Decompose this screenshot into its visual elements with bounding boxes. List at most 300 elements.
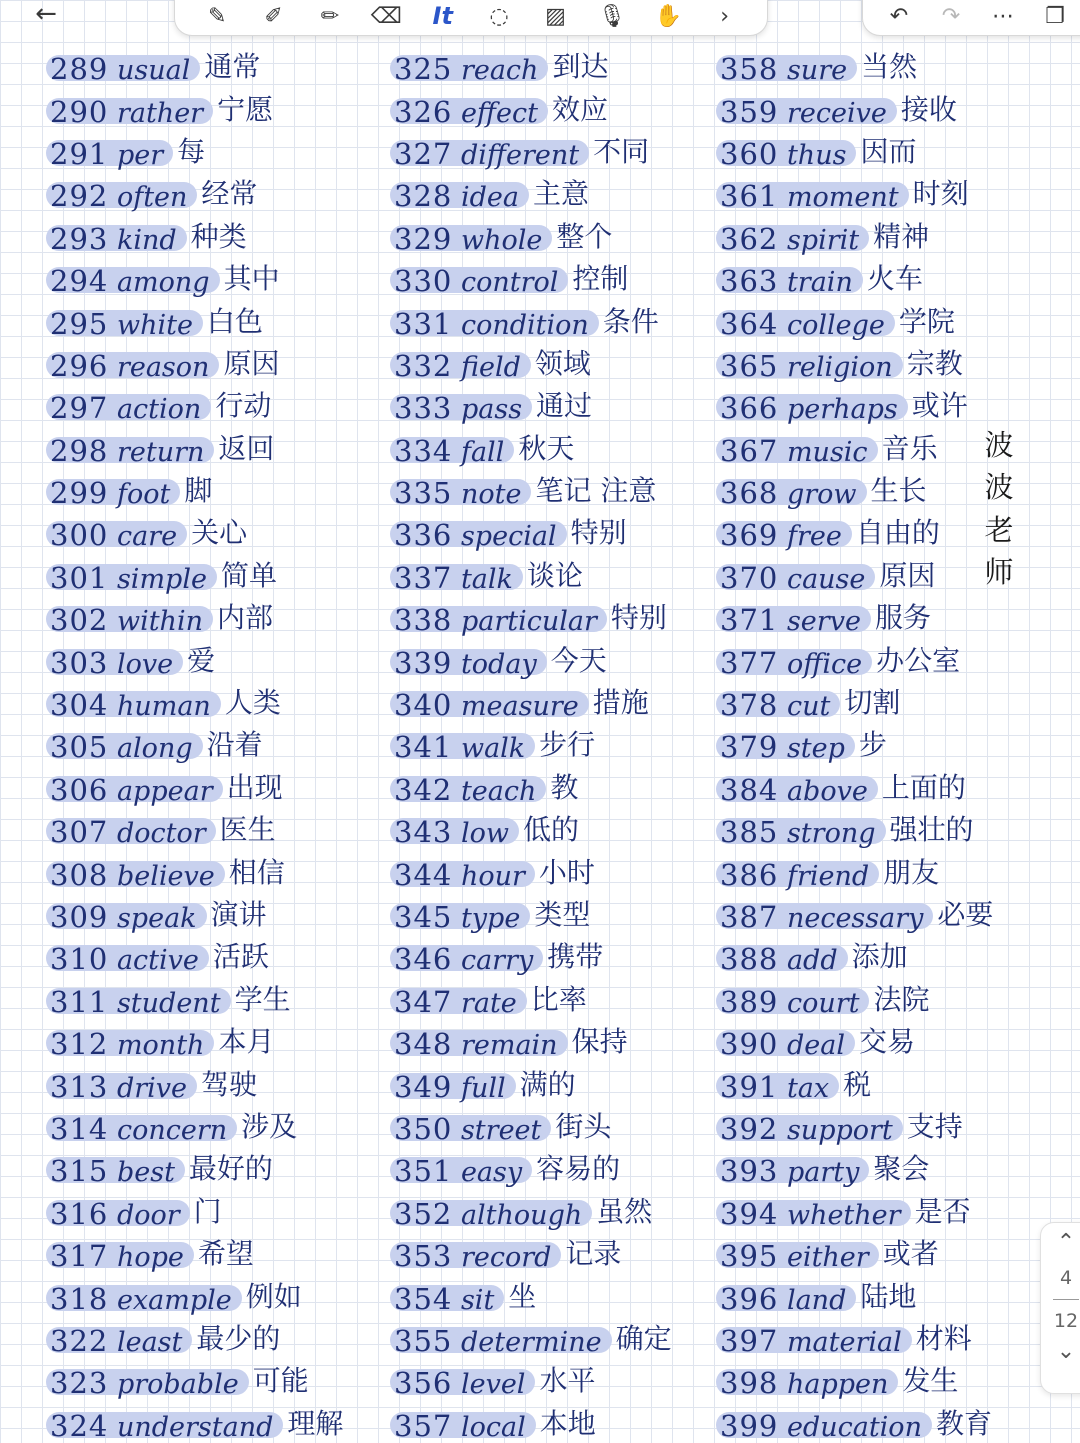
entry-number: 390 [720, 1027, 779, 1062]
highlighted-word [390, 264, 568, 299]
top-toolbar [0, 0, 1080, 40]
highlighted-word [390, 94, 548, 129]
highlighted-word [716, 815, 886, 850]
highlighted-word [716, 1196, 911, 1231]
english-word: court [786, 987, 860, 1019]
vocab-entry [716, 383, 993, 425]
entry-number: 394 [720, 1196, 779, 1231]
highlighted-word [390, 52, 548, 87]
microphone-tool-icon[interactable]: 🎙 [597, 3, 626, 29]
highlighted-word [716, 942, 848, 977]
vocab-entry [716, 44, 993, 86]
highlighted-word [716, 52, 857, 87]
vocab-column-2 [390, 44, 672, 1443]
entry-number: 364 [720, 306, 779, 341]
entry-number: 336 [394, 518, 453, 553]
highlighted-word [46, 1408, 283, 1443]
entry-number: 307 [50, 815, 109, 850]
entry-number: 368 [720, 476, 779, 511]
entry-number: 308 [50, 857, 109, 892]
english-word: rate [460, 987, 517, 1019]
vocab-entry [390, 1358, 672, 1400]
english-word: white [116, 309, 193, 341]
chinese-meaning: 聚会 [873, 1152, 930, 1186]
entry-number: 397 [720, 1323, 779, 1358]
english-word: thus [786, 139, 847, 171]
chinese-meaning: 类型 [534, 898, 591, 931]
english-word: pass [460, 394, 523, 426]
chinese-meaning: 保持 [571, 1025, 628, 1059]
highlighted-word [716, 730, 855, 765]
chinese-meaning: 自由的 [855, 516, 940, 550]
highlighted-word [716, 94, 897, 129]
highlighted-word [716, 1111, 903, 1146]
english-word: least [116, 1326, 183, 1358]
entry-number: 289 [50, 52, 109, 87]
chinese-meaning: 或者 [882, 1237, 939, 1271]
english-word: low [460, 818, 509, 850]
english-word: carry [460, 945, 534, 977]
entry-number: 304 [50, 688, 109, 723]
highlighted-word [46, 518, 187, 553]
chinese-meaning: 其中 [223, 262, 280, 296]
chinese-meaning: 容易的 [536, 1152, 621, 1186]
english-word: note [460, 479, 522, 511]
entry-number: 370 [720, 560, 779, 595]
vocab-entry [390, 129, 672, 171]
chinese-meaning: 笔记 注意 [535, 474, 657, 508]
highlighted-word [390, 857, 535, 892]
entry-number: 298 [50, 433, 109, 468]
chinese-meaning: 确定 [615, 1321, 672, 1355]
highlighted-word [716, 688, 840, 723]
entry-number: 342 [394, 772, 453, 807]
chinese-meaning: 条件 [602, 304, 659, 338]
vocab-entry [46, 341, 343, 383]
chinese-meaning: 服务 [874, 601, 931, 635]
english-word: door [116, 1199, 180, 1231]
entry-number: 393 [720, 1154, 779, 1189]
chinese-meaning: 比率 [530, 982, 587, 1016]
chinese-meaning: 步行 [539, 728, 596, 762]
highlighted-word [46, 815, 216, 850]
english-word: material [786, 1326, 902, 1358]
english-word: control [460, 267, 559, 299]
english-word: different [460, 139, 580, 171]
chinese-meaning: 特别 [570, 516, 627, 550]
english-word: whole [460, 224, 543, 256]
highlighted-word [716, 857, 879, 892]
highlighted-word [716, 1154, 869, 1189]
vocab-entry [716, 595, 993, 637]
vocab-entry [46, 1019, 343, 1061]
highlighted-word [46, 52, 200, 87]
chinese-meaning: 火车 [866, 262, 923, 296]
highlighted-word [46, 1323, 192, 1358]
english-word: best [116, 1157, 175, 1189]
entry-number: 399 [720, 1408, 779, 1443]
english-word: support [786, 1114, 893, 1146]
highlighted-word [390, 518, 567, 553]
english-word: moment [786, 182, 899, 214]
vocab-entry [716, 637, 993, 679]
english-word: field [460, 351, 521, 383]
highlighted-word [390, 1323, 612, 1358]
vocab-entry [390, 468, 672, 510]
entry-number: 384 [720, 772, 779, 807]
vocab-entry [46, 1231, 343, 1273]
vocab-entry [390, 1401, 672, 1443]
highlighted-word [716, 984, 869, 1019]
english-word: within [116, 606, 203, 638]
pen-tool-icon[interactable]: ✎ [207, 3, 227, 29]
english-word: month [116, 1030, 205, 1062]
vocab-entry [390, 171, 672, 213]
entry-number: 294 [50, 264, 109, 299]
highlighted-word [46, 179, 197, 214]
highlighted-word [46, 1366, 249, 1401]
eraser-tool-icon[interactable]: ⌫ [370, 3, 402, 29]
chinese-meaning: 演讲 [210, 898, 267, 931]
entry-number: 300 [50, 518, 109, 553]
chinese-meaning: 发生 [902, 1364, 959, 1398]
chinese-meaning: 通常 [204, 50, 261, 84]
vocab-entry [46, 1189, 343, 1231]
entry-number: 344 [394, 857, 453, 892]
english-word: probable [116, 1369, 239, 1401]
entry-number: 398 [720, 1366, 779, 1401]
entry-number: 301 [50, 560, 109, 595]
entry-number: 290 [50, 94, 109, 129]
vocab-entry [716, 171, 993, 213]
highlighted-word [46, 1281, 242, 1316]
vocab-entry [716, 426, 993, 468]
chinese-meaning: 涉及 [241, 1109, 298, 1143]
vocab-entry [716, 807, 993, 849]
entry-number: 310 [50, 942, 109, 977]
highlighted-word [716, 1281, 856, 1316]
chinese-meaning: 记录 [565, 1237, 622, 1271]
vocab-entry [716, 722, 993, 764]
highlighted-word [390, 348, 531, 383]
vocab-entry [390, 595, 672, 637]
highlighter-tool-icon[interactable]: ✏ [320, 3, 340, 29]
english-word: office [786, 648, 863, 680]
english-word: deal [786, 1030, 845, 1062]
redo-icon[interactable]: ↷ [941, 3, 961, 29]
highlighted-word [716, 560, 875, 595]
english-word: college [786, 309, 885, 341]
chinese-meaning: 当然 [861, 50, 918, 84]
english-word: concern [116, 1114, 228, 1146]
entry-number: 357 [394, 1408, 453, 1443]
total-page-count: 12 [1053, 1310, 1079, 1332]
entry-number: 327 [394, 136, 453, 171]
undo-icon[interactable]: ↶ [889, 3, 909, 29]
entry-number: 292 [50, 179, 109, 214]
english-word: easy [460, 1157, 523, 1189]
english-word: rather [116, 97, 204, 129]
entry-number: 299 [50, 476, 109, 511]
entry-number: 355 [394, 1323, 453, 1358]
english-word: per [116, 139, 164, 171]
page-up-chevron-icon[interactable]: ⌃ [1056, 1230, 1076, 1255]
entry-number: 341 [394, 730, 453, 765]
chinese-meaning: 上面的 [881, 770, 966, 804]
back-arrow-icon[interactable]: ← [35, 0, 57, 29]
highlighted-word [46, 264, 220, 299]
english-word: drive [116, 1072, 188, 1104]
english-word: student [116, 987, 221, 1019]
vocab-entry [716, 298, 993, 340]
entry-number: 311 [50, 984, 109, 1019]
highlighted-word [46, 645, 183, 680]
english-word: doctor [116, 818, 206, 850]
vocab-entry [46, 934, 343, 976]
highlighted-word [46, 560, 217, 595]
english-word: understand [116, 1411, 274, 1443]
chinese-meaning: 整个 [556, 219, 613, 253]
chinese-meaning: 特别 [610, 601, 667, 635]
entry-number: 303 [50, 645, 109, 680]
chinese-meaning: 时刻 [912, 177, 969, 211]
highlighted-word [390, 1154, 532, 1189]
vocab-entry [390, 44, 672, 86]
highlighted-word [46, 688, 221, 723]
english-word: sure [786, 55, 848, 87]
chinese-meaning: 内部 [216, 601, 273, 635]
chinese-meaning: 活跃 [212, 940, 269, 974]
chinese-meaning: 法院 [873, 982, 930, 1016]
entry-number: 352 [394, 1196, 453, 1231]
highlighted-word [46, 306, 203, 341]
english-word: simple [116, 563, 207, 595]
page-divider [1053, 1299, 1079, 1300]
chinese-meaning: 交易 [858, 1025, 915, 1059]
chinese-meaning: 接收 [900, 92, 957, 126]
entry-number: 391 [720, 1069, 779, 1104]
highlighted-word [390, 1239, 561, 1274]
english-word: idea [460, 182, 519, 214]
vocab-entry [46, 637, 343, 679]
chinese-meaning: 最好的 [188, 1152, 273, 1186]
english-word: condition [460, 309, 589, 341]
entry-number: 291 [50, 136, 109, 171]
chinese-meaning: 本地 [539, 1406, 596, 1440]
highlighted-word [716, 221, 869, 256]
entry-number: 377 [720, 645, 779, 680]
vocab-entry [46, 1061, 343, 1103]
english-word: type [460, 903, 521, 934]
vocab-entry [716, 341, 993, 383]
entry-number: 337 [394, 560, 453, 595]
highlighted-word [390, 603, 607, 638]
entry-number: 333 [394, 391, 453, 426]
vocab-entry [46, 1316, 343, 1358]
english-word: particular [460, 606, 597, 638]
chinese-meaning: 学院 [898, 304, 955, 338]
entry-number: 328 [394, 179, 453, 214]
english-word: effect [460, 97, 539, 129]
english-word: religion [786, 351, 893, 383]
highlighted-word [46, 942, 209, 977]
chinese-meaning: 宗教 [906, 346, 963, 380]
chinese-meaning: 学生 [234, 982, 291, 1016]
vocab-column-1 [46, 44, 343, 1443]
vocab-entry [390, 680, 672, 722]
chinese-meaning: 沿着 [206, 728, 263, 762]
chinese-meaning: 人类 [224, 686, 281, 720]
english-word: full [460, 1072, 506, 1104]
english-word: either [786, 1242, 869, 1274]
english-word: speak [116, 903, 197, 934]
side-note-char: 老 [984, 512, 1014, 547]
highlighted-word [46, 221, 187, 256]
english-word: serve [786, 606, 861, 638]
highlighted-word [46, 1239, 194, 1274]
highlighted-word [716, 1027, 855, 1062]
entry-number: 330 [394, 264, 453, 299]
highlighted-word [390, 1281, 504, 1316]
highlighted-word [716, 1366, 898, 1401]
english-word: appear [116, 775, 213, 807]
highlighted-word [716, 518, 852, 553]
vocab-entry [46, 129, 343, 171]
vocab-entry [46, 214, 343, 256]
pencil-tool-icon[interactable]: ✐ [264, 3, 283, 29]
vocab-entry [716, 1273, 993, 1315]
highlighted-word [46, 1027, 214, 1062]
lasso-tool-icon[interactable]: ◌ [489, 3, 509, 29]
more-tools-icon[interactable]: › [720, 3, 730, 29]
vocab-entry [46, 298, 343, 340]
vocab-column-3 [716, 44, 993, 1443]
english-word: level [460, 1369, 526, 1401]
entry-number: 338 [394, 603, 453, 638]
vocab-entry [46, 977, 343, 1019]
vocab-entry [716, 1358, 993, 1400]
history-tools-bar [862, 0, 1080, 36]
entry-number: 359 [720, 94, 779, 129]
english-word: return [116, 436, 205, 468]
highlighted-word [716, 1323, 912, 1358]
english-word: kind [116, 224, 177, 256]
hand-tool-icon[interactable]: ✋ [654, 3, 683, 29]
entry-number: 314 [50, 1111, 109, 1146]
vocab-entry [390, 1104, 672, 1146]
chinese-meaning: 措施 [592, 686, 649, 720]
english-word: strong [786, 818, 876, 850]
vocab-entry [716, 129, 993, 171]
vocab-entry [390, 1061, 672, 1103]
entry-number: 323 [50, 1366, 109, 1401]
entry-number: 347 [394, 984, 453, 1019]
highlighted-word [390, 1408, 536, 1443]
english-word: foot [116, 479, 171, 511]
english-word: teach [460, 775, 537, 807]
chinese-meaning: 白色 [206, 304, 263, 338]
highlighted-word [390, 560, 523, 595]
english-word: measure [460, 691, 579, 723]
chinese-meaning: 因而 [860, 134, 917, 168]
entry-number: 309 [50, 900, 109, 934]
chinese-meaning: 门 [193, 1194, 222, 1228]
entry-number: 297 [50, 391, 109, 426]
chinese-meaning: 水平 [539, 1364, 596, 1398]
entry-number: 395 [720, 1239, 779, 1274]
highlighted-word [390, 1111, 551, 1146]
entry-number: 340 [394, 688, 453, 723]
chinese-meaning: 种类 [190, 219, 247, 253]
chinese-meaning: 步 [858, 728, 887, 762]
highlighted-word [390, 1069, 516, 1104]
chinese-meaning: 精神 [873, 219, 930, 253]
english-word: care [116, 521, 178, 553]
chinese-meaning: 驾驶 [201, 1067, 258, 1101]
entry-number: 350 [394, 1111, 453, 1146]
highlighted-word [390, 221, 552, 256]
english-word: street [460, 1114, 542, 1146]
chinese-meaning: 不同 [593, 134, 650, 168]
vocab-entry [716, 1061, 993, 1103]
highlighted-word [390, 1366, 535, 1401]
entry-number: 379 [720, 730, 779, 765]
chinese-meaning: 办公室 [876, 643, 961, 677]
vocab-entry [716, 680, 993, 722]
entry-number: 363 [720, 264, 779, 299]
chinese-meaning: 原因 [879, 558, 936, 592]
highlighted-word [46, 476, 180, 511]
highlighted-word [390, 942, 543, 977]
english-word: whether [786, 1199, 901, 1231]
chinese-meaning: 经常 [201, 177, 258, 211]
highlighted-word [716, 348, 903, 383]
english-word: music [786, 436, 868, 468]
vocab-entry [46, 256, 343, 298]
chinese-meaning: 朋友 [883, 855, 940, 889]
vocab-entry [46, 44, 343, 86]
chinese-meaning: 小时 [538, 855, 595, 889]
chinese-meaning: 简单 [220, 558, 277, 592]
highlighted-word [46, 1111, 237, 1146]
vocab-entry [46, 1146, 343, 1188]
pages-icon[interactable]: ❐ [1045, 3, 1065, 29]
entry-number: 322 [50, 1323, 109, 1358]
entry-number: 389 [720, 984, 779, 1019]
entry-number: 316 [50, 1196, 109, 1231]
text-tool-icon[interactable]: It [432, 2, 453, 30]
highlighted-word [716, 1239, 879, 1274]
highlighted-word [716, 645, 872, 680]
entry-number: 325 [394, 52, 453, 87]
drawing-tools-bar [174, 0, 768, 36]
vocab-entry [716, 86, 993, 128]
vocab-entry [716, 214, 993, 256]
chinese-meaning: 最少的 [196, 1321, 281, 1355]
side-note [982, 424, 1016, 594]
english-word: believe [116, 860, 215, 892]
page-down-chevron-icon[interactable]: ⌄ [1056, 1339, 1076, 1364]
entry-number: 313 [50, 1069, 109, 1104]
side-note-char: 师 [984, 555, 1014, 590]
image-tool-icon[interactable]: ▨ [545, 3, 566, 29]
entry-number: 335 [394, 476, 453, 511]
more-options-icon[interactable]: ⋯ [992, 3, 1014, 29]
entry-number: 296 [50, 348, 109, 383]
english-word: necessary [786, 903, 924, 934]
chinese-meaning: 医生 [219, 813, 276, 847]
side-note-char: 波 [984, 428, 1014, 462]
